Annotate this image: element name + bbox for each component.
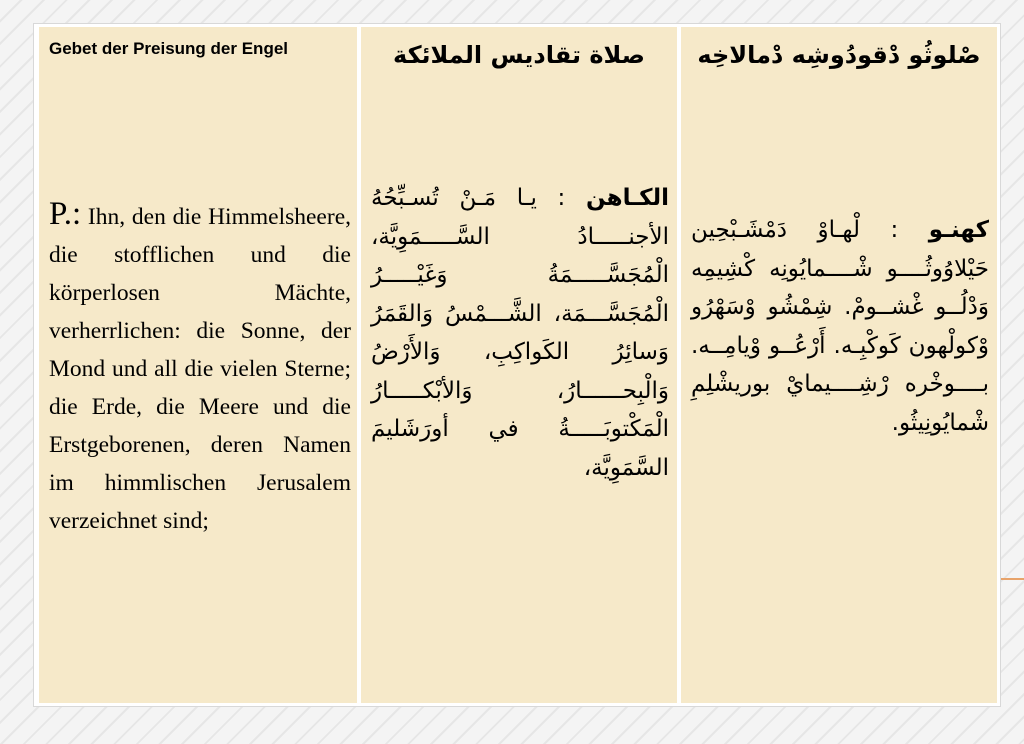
arabic-text [371,179,669,487]
column-german [39,27,357,703]
arabic-header: صلاة تقاديس الملائكة [393,41,645,69]
sureth-body: : لْهـاوْ دَمْشَـبْحِين حَيْلاوُوثُــــو شْــــمايُونِه كْشِيمِه وَدْلُــو غْشــومْ. شِمْشُو وْسَهْرُو وْكولْهون كَوكْبِـه. أَرْعُــو وْيامِــه. بــــوخْره رْشِــــيمايْ بوريشْلِمِ شْمايُونِيثُو. [691,217,989,436]
column-sureth [681,27,997,703]
german-body: Ihn, den die Himmelsheere, die stofflichen und die körperlosen Mächte, verherrlichen: die Sonne, der Mond und all die vielen Sterne; die Erde, die Meere und die Erstgeborenen, deren Namen im himmlischen Jerusalem verzeichnet sind; [49,204,351,534]
sureth-text [691,211,989,442]
sureth-role: كهنـو [928,217,989,243]
german-text [49,195,351,540]
german-role: P.: [49,196,82,232]
sureth-header: صْلوثُو دْقودُوشِه دْمالاخِه [697,41,981,69]
arabic-body: : يـا مَـنْ تُسـبِّحُهُ الأجنـــــادُ السَّـــــمَوِيَّة، الْمُجَسَّـــــمَةُ وَغَيْـــــرُ الْمُجَسَّـــمَة، الشَّـــمْسُ وَالقَمَرُ وَسائِرُ الكَواكِبِ، وَالأَرْضُ وَالْبِحــــــارُ، وَالأبْكـــــارُ الْمَكْتوبَـــــةُ في أورَشَليمَ السَّمَوِيَّة، [371,185,669,481]
arabic-role: الكـاهن [585,185,669,211]
column-arabic [361,27,677,703]
german-header: Gebet der Preisung der Engel [49,39,289,58]
prayer-table [34,24,1000,706]
